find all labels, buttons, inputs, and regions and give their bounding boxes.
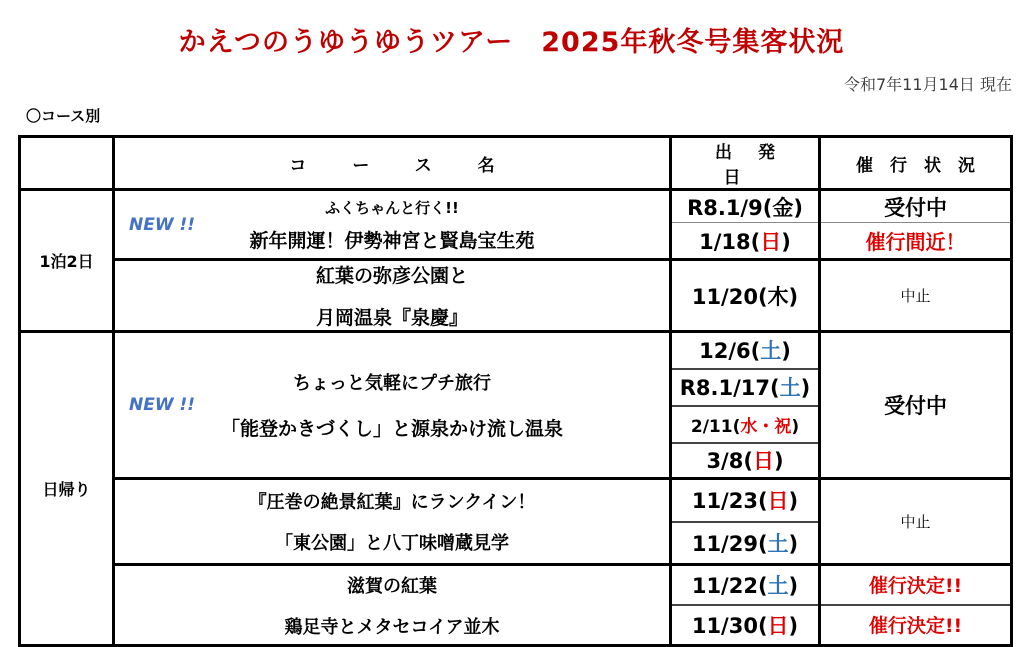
- status-cell: 催行間近！: [820, 223, 1012, 260]
- course-cell: [114, 479, 671, 565]
- weekday-text: 土: [760, 339, 782, 364]
- date-text: ): [800, 376, 811, 400]
- date-text: ): [788, 573, 799, 598]
- category-cell-overnight: 1泊2日: [20, 190, 114, 332]
- date-text: ): [788, 489, 799, 514]
- page-title: かえつのうゆうゆうツアー 2025年秋冬号集客状況: [178, 27, 845, 58]
- date-text: ): [788, 531, 799, 556]
- date-text: 2/11(: [690, 416, 741, 437]
- weekday-text: 木: [767, 284, 789, 309]
- date-text: 11/22(: [691, 573, 768, 598]
- course-line1: 『圧巻の絶景紅葉』にランクイン！: [248, 492, 536, 513]
- date-text: 1/18(: [699, 229, 761, 254]
- date-text: 12/6(: [699, 339, 761, 364]
- course-line2: 鶏足寺とメタセコイア並木: [284, 616, 500, 638]
- table-header-row: [20, 137, 1012, 190]
- date-cell: [671, 369, 820, 406]
- table-row: [20, 190, 1012, 223]
- weekday-text: 日: [760, 229, 782, 254]
- weekday-text: 金: [772, 195, 794, 220]
- date-text: R8.1/9(: [687, 195, 773, 220]
- table-row: [20, 565, 1012, 605]
- weekday-text: 日: [752, 449, 774, 474]
- date-text: 11/29(: [691, 531, 768, 556]
- weekday-text: 土: [767, 531, 789, 556]
- course-line1: 紅葉の弥彦公園と: [315, 265, 468, 287]
- course-cell: [114, 190, 671, 260]
- course-status-table: [18, 135, 1013, 647]
- date-cell: [671, 406, 820, 443]
- header-category: [20, 137, 114, 190]
- date-text: ): [791, 416, 800, 437]
- header-course-name: コース名: [114, 137, 671, 190]
- date-cell: [671, 443, 820, 479]
- course-cell: [114, 332, 671, 479]
- weekday-text: 日: [767, 613, 789, 638]
- date-text: ): [781, 339, 791, 364]
- as-of-date: 令和7年11月14日 現在: [844, 75, 1012, 94]
- date-text: ): [773, 449, 784, 474]
- date-text: ): [793, 195, 803, 220]
- status-cell: 中止: [820, 260, 1012, 332]
- course-line1: 滋賀の紅葉: [347, 575, 437, 597]
- date-cell: [671, 332, 820, 369]
- date-text: 3/8(: [706, 449, 753, 474]
- date-cell: [671, 260, 820, 332]
- course-line1: ちょっと気軽にプチ旅行: [293, 373, 491, 394]
- new-badge: NEW !!: [129, 214, 196, 235]
- date-text: R8.1/17(: [679, 376, 780, 400]
- status-cell: 受付中: [820, 332, 1012, 479]
- course-cell: [114, 260, 671, 332]
- course-line1: ふくちゃんと行く!!: [325, 198, 459, 217]
- table-row: [20, 479, 1012, 522]
- table-row: [20, 260, 1012, 332]
- status-cell: 受付中: [820, 190, 1012, 223]
- course-line2: 月岡温泉『泉慶』: [315, 307, 468, 329]
- course-line2: 新年開運！伊勢神宮と賢島宝生苑: [249, 229, 535, 252]
- date-text: ): [788, 613, 799, 638]
- date-text: ): [781, 229, 791, 254]
- course-cell: [114, 565, 671, 646]
- date-text: ): [788, 284, 799, 309]
- date-cell: [671, 605, 820, 646]
- weekday-text: 土: [779, 376, 801, 400]
- date-cell: [671, 479, 820, 522]
- course-line2: 「東公園」と八丁味噌蔵見学: [275, 533, 509, 554]
- status-cell: 中止: [820, 479, 1012, 565]
- section-label: 〇コース別: [26, 107, 101, 125]
- date-text: 11/20(: [691, 284, 768, 309]
- weekday-text: 水・祝: [740, 416, 792, 437]
- status-cell: 催行決定!!: [868, 615, 963, 638]
- table-row: [20, 332, 1012, 369]
- header-operation-status: 催行状況: [820, 137, 1012, 190]
- status-cell: 催行決定!!: [820, 565, 1012, 605]
- weekday-text: 土: [767, 573, 789, 598]
- header-departure-date: 出発日: [671, 137, 820, 190]
- date-text: 11/23(: [691, 489, 768, 514]
- date-cell: [671, 565, 820, 605]
- course-line2: 「能登かきづくし」と源泉かけ流し温泉: [220, 418, 563, 440]
- date-cell: [671, 223, 820, 260]
- date-cell: [671, 190, 820, 223]
- category-cell-daytrip: 日帰り: [20, 332, 114, 646]
- date-text: 11/30(: [691, 613, 768, 638]
- date-cell: [671, 522, 820, 565]
- new-badge: NEW !!: [129, 395, 196, 415]
- weekday-text: 日: [767, 489, 789, 514]
